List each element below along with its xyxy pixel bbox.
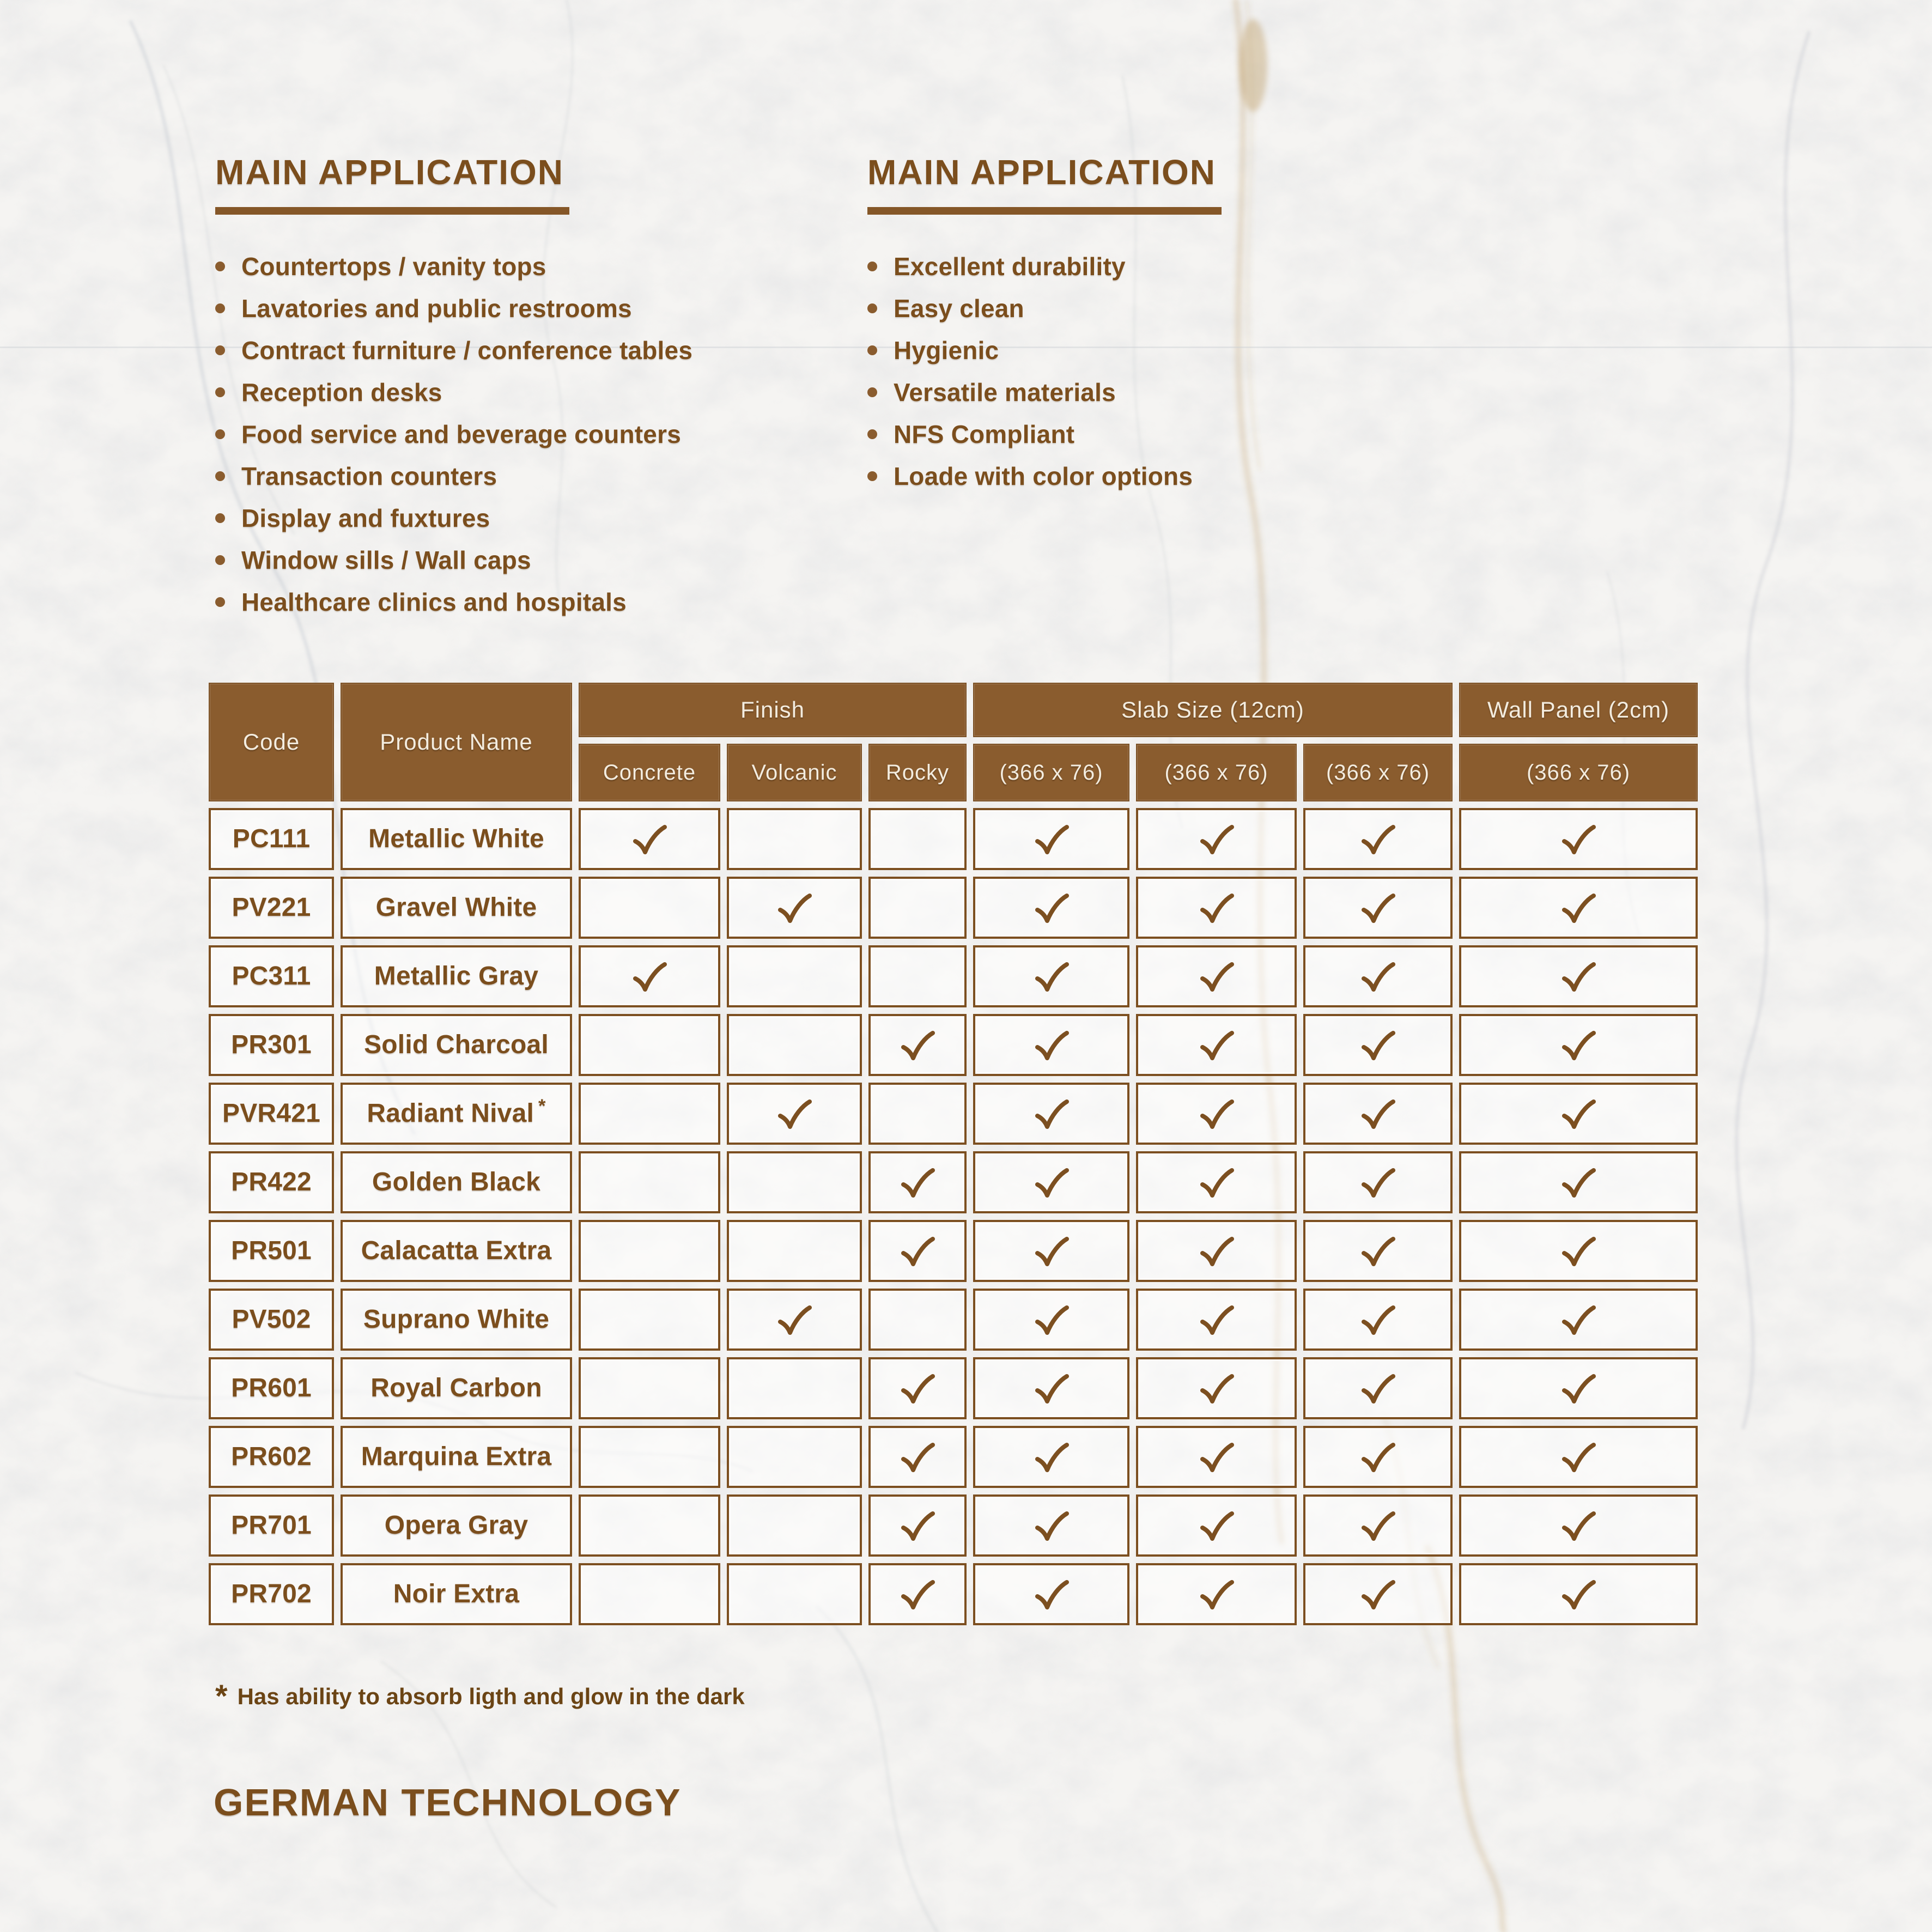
- check-cell: [868, 1014, 967, 1076]
- check-cell: [1303, 1151, 1453, 1213]
- check-cell: [1459, 1563, 1698, 1625]
- check-cell: [727, 1494, 862, 1557]
- check-cell: [579, 1083, 720, 1145]
- row-product-name: Marquina Extra: [341, 1426, 572, 1488]
- header-subcolumn: (366 x 76): [1459, 744, 1698, 801]
- check-icon: [1198, 1578, 1235, 1610]
- check-cell: [1303, 945, 1453, 1007]
- row-product-name: Royal Carbon: [341, 1357, 572, 1419]
- bullet-icon: [867, 303, 877, 313]
- check-cell: [1459, 1426, 1698, 1488]
- check-icon: [899, 1235, 936, 1267]
- check-icon: [1359, 1167, 1396, 1198]
- check-icon: [1033, 1098, 1070, 1129]
- check-cell: [727, 877, 862, 939]
- check-cell: [868, 877, 967, 939]
- check-icon: [1198, 1235, 1235, 1267]
- check-cell: [1136, 1289, 1297, 1351]
- check-cell: [1459, 808, 1698, 870]
- application-item-label: Excellent durability: [894, 252, 1126, 281]
- row-code: PR702: [209, 1563, 334, 1625]
- check-cell: [868, 1426, 967, 1488]
- check-icon: [1033, 823, 1070, 855]
- check-icon: [776, 892, 813, 924]
- application-item-label: Window sills / Wall caps: [241, 546, 531, 575]
- row-code: PR701: [209, 1494, 334, 1557]
- check-icon: [1359, 1510, 1396, 1541]
- bullet-icon: [867, 429, 877, 439]
- product-spec-table: [209, 683, 1698, 1625]
- row-code: PC111: [209, 808, 334, 870]
- check-cell: [1459, 1014, 1698, 1076]
- check-icon: [1033, 1167, 1070, 1198]
- row-product-name: Golden Black: [341, 1151, 572, 1213]
- check-icon: [1033, 961, 1070, 992]
- application-item: [215, 380, 864, 405]
- check-cell: [868, 1494, 967, 1557]
- application-item-label: Loade with color options: [894, 462, 1193, 491]
- check-cell: [1459, 1289, 1698, 1351]
- check-icon: [1359, 823, 1396, 855]
- check-cell: [1136, 945, 1297, 1007]
- check-icon: [1560, 1167, 1597, 1198]
- check-icon: [776, 1304, 813, 1335]
- check-cell: [868, 1289, 967, 1351]
- application-item: [867, 380, 1685, 405]
- check-cell: [579, 945, 720, 1007]
- bullet-icon: [215, 345, 225, 355]
- section-main-application-right: [867, 154, 1685, 506]
- bullet-icon: [867, 345, 877, 355]
- check-cell: [579, 1426, 720, 1488]
- bullet-icon: [215, 513, 225, 523]
- check-cell: [727, 945, 862, 1007]
- check-icon: [631, 961, 668, 992]
- row-product-name: Calacatta Extra: [341, 1220, 572, 1282]
- check-cell: [579, 1151, 720, 1213]
- row-code: PV221: [209, 877, 334, 939]
- header-group-0: Finish: [579, 683, 967, 737]
- check-cell: [973, 1014, 1129, 1076]
- application-item: [215, 464, 864, 489]
- bullet-icon: [215, 597, 225, 607]
- check-icon: [1359, 1304, 1396, 1335]
- application-item-label: Food service and beverage counters: [241, 420, 681, 449]
- check-icon: [899, 1441, 936, 1473]
- check-cell: [1303, 808, 1453, 870]
- row-code: PR422: [209, 1151, 334, 1213]
- check-icon: [1560, 1510, 1597, 1541]
- check-cell: [1136, 1357, 1297, 1419]
- check-icon: [1560, 1029, 1597, 1061]
- header-subcolumn: (366 x 76): [1136, 744, 1297, 801]
- check-cell: [973, 1357, 1129, 1419]
- title-underline: [867, 207, 1222, 215]
- check-icon: [899, 1578, 936, 1610]
- check-cell: [868, 1151, 967, 1213]
- application-item: [867, 254, 1685, 279]
- check-cell: [579, 808, 720, 870]
- check-cell: [1136, 1220, 1297, 1282]
- check-cell: [1136, 1563, 1297, 1625]
- check-cell: [1136, 1151, 1297, 1213]
- check-icon: [1560, 1578, 1597, 1610]
- row-code: PR501: [209, 1220, 334, 1282]
- check-cell: [727, 1426, 862, 1488]
- check-cell: [868, 1220, 967, 1282]
- row-product-name: Solid Charcoal: [341, 1014, 572, 1076]
- application-item-label: Lavatories and public restrooms: [241, 294, 632, 323]
- check-icon: [1198, 1441, 1235, 1473]
- check-cell: [973, 1289, 1129, 1351]
- check-icon: [1198, 1098, 1235, 1129]
- application-item: [867, 464, 1685, 489]
- application-item: [215, 422, 864, 447]
- check-icon: [1198, 1510, 1235, 1541]
- check-cell: [579, 1357, 720, 1419]
- check-cell: [1136, 1494, 1297, 1557]
- row-product-name: Suprano White: [341, 1289, 572, 1351]
- check-cell: [1136, 1014, 1297, 1076]
- check-cell: [727, 1357, 862, 1419]
- check-cell: [727, 1289, 862, 1351]
- check-cell: [973, 1426, 1129, 1488]
- check-cell: [973, 1083, 1129, 1145]
- application-item: [867, 338, 1685, 363]
- check-cell: [1459, 1494, 1698, 1557]
- check-cell: [1303, 1083, 1453, 1145]
- check-cell: [973, 945, 1129, 1007]
- check-icon: [631, 823, 668, 855]
- application-item-label: NFS Compliant: [894, 420, 1075, 449]
- application-item-label: Healthcare clinics and hospitals: [241, 588, 627, 617]
- check-cell: [1459, 945, 1698, 1007]
- section-title-left: MAIN APPLICATION: [215, 153, 564, 192]
- check-cell: [1303, 1357, 1453, 1419]
- application-item-label: Display and fuxtures: [241, 504, 490, 533]
- check-icon: [1359, 1441, 1396, 1473]
- check-icon: [1198, 1167, 1235, 1198]
- application-item-label: Hygienic: [894, 336, 999, 365]
- header-code: Code: [209, 683, 334, 801]
- check-icon: [1359, 1235, 1396, 1267]
- check-icon: [1560, 1098, 1597, 1129]
- check-icon: [1198, 1372, 1235, 1404]
- check-icon: [1359, 1098, 1396, 1129]
- check-cell: [973, 1494, 1129, 1557]
- row-code: PR601: [209, 1357, 334, 1419]
- check-cell: [1303, 1563, 1453, 1625]
- check-cell: [1459, 877, 1698, 939]
- check-cell: [727, 1151, 862, 1213]
- check-icon: [1560, 1372, 1597, 1404]
- check-icon: [1033, 1372, 1070, 1404]
- check-icon: [1198, 1304, 1235, 1335]
- row-code: PVR421: [209, 1083, 334, 1145]
- application-item: [215, 548, 864, 573]
- header-subcolumn: (366 x 76): [1303, 744, 1453, 801]
- check-cell: [579, 1563, 720, 1625]
- row-code: PR602: [209, 1426, 334, 1488]
- check-icon: [1359, 892, 1396, 924]
- check-icon: [1560, 1441, 1597, 1473]
- check-cell: [1303, 1289, 1453, 1351]
- check-icon: [1560, 961, 1597, 992]
- check-cell: [973, 1563, 1129, 1625]
- check-icon: [899, 1510, 936, 1541]
- application-item-label: Reception desks: [241, 378, 442, 407]
- application-item-label: Contract furniture / conference tables: [241, 336, 693, 365]
- application-item: [867, 422, 1685, 447]
- header-subcolumn: (366 x 76): [973, 744, 1129, 801]
- application-item: [215, 590, 864, 615]
- check-cell: [727, 1563, 862, 1625]
- header-subcolumn: Volcanic: [727, 744, 862, 801]
- check-cell: [973, 1151, 1129, 1213]
- check-icon: [1033, 892, 1070, 924]
- check-icon: [1033, 1441, 1070, 1473]
- check-cell: [1136, 1426, 1297, 1488]
- footnote: [215, 1678, 745, 1714]
- check-cell: [579, 877, 720, 939]
- check-icon: [1198, 961, 1235, 992]
- application-item: [867, 296, 1685, 321]
- check-cell: [868, 1563, 967, 1625]
- check-cell: [579, 1289, 720, 1351]
- section-title-right: MAIN APPLICATION: [867, 153, 1216, 192]
- check-cell: [1459, 1151, 1698, 1213]
- check-cell: [727, 1083, 862, 1145]
- header-subcolumn: Rocky: [868, 744, 967, 801]
- check-icon: [1359, 961, 1396, 992]
- application-item: [215, 254, 864, 279]
- check-cell: [579, 1220, 720, 1282]
- check-cell: [868, 1357, 967, 1419]
- section-main-application-left: [215, 154, 864, 631]
- check-cell: [1136, 877, 1297, 939]
- check-cell: [868, 945, 967, 1007]
- check-cell: [579, 1494, 720, 1557]
- application-item: [215, 506, 864, 531]
- check-cell: [1303, 1014, 1453, 1076]
- row-product-name: Noir Extra: [341, 1563, 572, 1625]
- bullet-icon: [215, 387, 225, 397]
- check-icon: [1560, 1304, 1597, 1335]
- bullet-icon: [867, 387, 877, 397]
- bullet-icon: [867, 471, 877, 481]
- check-icon: [1359, 1372, 1396, 1404]
- check-cell: [1136, 808, 1297, 870]
- row-product-name: Gravel White: [341, 877, 572, 939]
- row-code: PV502: [209, 1289, 334, 1351]
- application-item-label: Versatile materials: [894, 378, 1116, 407]
- header-subcolumn: Concrete: [579, 744, 720, 801]
- check-cell: [1136, 1083, 1297, 1145]
- check-cell: [973, 1220, 1129, 1282]
- check-icon: [1033, 1029, 1070, 1061]
- check-cell: [727, 1014, 862, 1076]
- check-cell: [1459, 1357, 1698, 1419]
- check-icon: [899, 1029, 936, 1061]
- footer-title: GERMAN TECHNOLOGY: [214, 1781, 682, 1824]
- check-icon: [1033, 1510, 1070, 1541]
- check-cell: [973, 808, 1129, 870]
- check-cell: [1459, 1220, 1698, 1282]
- check-cell: [868, 808, 967, 870]
- application-item: [215, 296, 864, 321]
- application-item-label: Countertops / vanity tops: [241, 252, 546, 281]
- header-product-name: Product Name: [341, 683, 572, 801]
- bullet-icon: [867, 262, 877, 271]
- check-icon: [1033, 1578, 1070, 1610]
- application-list-right: [867, 254, 1685, 489]
- check-icon: [1560, 1235, 1597, 1267]
- check-icon: [1359, 1029, 1396, 1061]
- check-cell: [973, 877, 1129, 939]
- row-product-name: Metallic Gray: [341, 945, 572, 1007]
- application-item-label: Transaction counters: [241, 462, 497, 491]
- check-cell: [1303, 1220, 1453, 1282]
- row-product-name: Opera Gray: [341, 1494, 572, 1557]
- application-list-left: [215, 254, 864, 615]
- check-icon: [899, 1167, 936, 1198]
- application-item: [215, 338, 864, 363]
- check-cell: [868, 1083, 967, 1145]
- row-code: PC311: [209, 945, 334, 1007]
- bullet-icon: [215, 303, 225, 313]
- asterisk-marker: *: [215, 1678, 228, 1714]
- bullet-icon: [215, 429, 225, 439]
- check-icon: [1198, 823, 1235, 855]
- check-icon: [1198, 1029, 1235, 1061]
- bullet-icon: [215, 262, 225, 271]
- header-group-1: Slab Size (12cm): [973, 683, 1453, 737]
- row-product-name: Metallic White: [341, 808, 572, 870]
- check-cell: [579, 1014, 720, 1076]
- bullet-icon: [215, 555, 225, 565]
- check-icon: [1033, 1235, 1070, 1267]
- check-cell: [727, 1220, 862, 1282]
- title-underline: [215, 207, 569, 215]
- header-group-2: Wall Panel (2cm): [1459, 683, 1698, 737]
- check-cell: [1303, 877, 1453, 939]
- check-cell: [1303, 1426, 1453, 1488]
- check-icon: [1198, 892, 1235, 924]
- check-cell: [1303, 1494, 1453, 1557]
- check-icon: [1560, 823, 1597, 855]
- footnote-text: Has ability to absorb ligth and glow in the dark: [237, 1684, 745, 1709]
- glow-note-marker: *: [538, 1095, 546, 1116]
- check-icon: [899, 1372, 936, 1404]
- check-icon: [776, 1098, 813, 1129]
- row-code: PR301: [209, 1014, 334, 1076]
- check-cell: [727, 808, 862, 870]
- check-icon: [1033, 1304, 1070, 1335]
- bullet-icon: [215, 471, 225, 481]
- row-product-name: Radiant Nival *: [341, 1083, 572, 1145]
- check-icon: [1359, 1578, 1396, 1610]
- application-item-label: Easy clean: [894, 294, 1024, 323]
- check-cell: [1459, 1083, 1698, 1145]
- check-icon: [1560, 892, 1597, 924]
